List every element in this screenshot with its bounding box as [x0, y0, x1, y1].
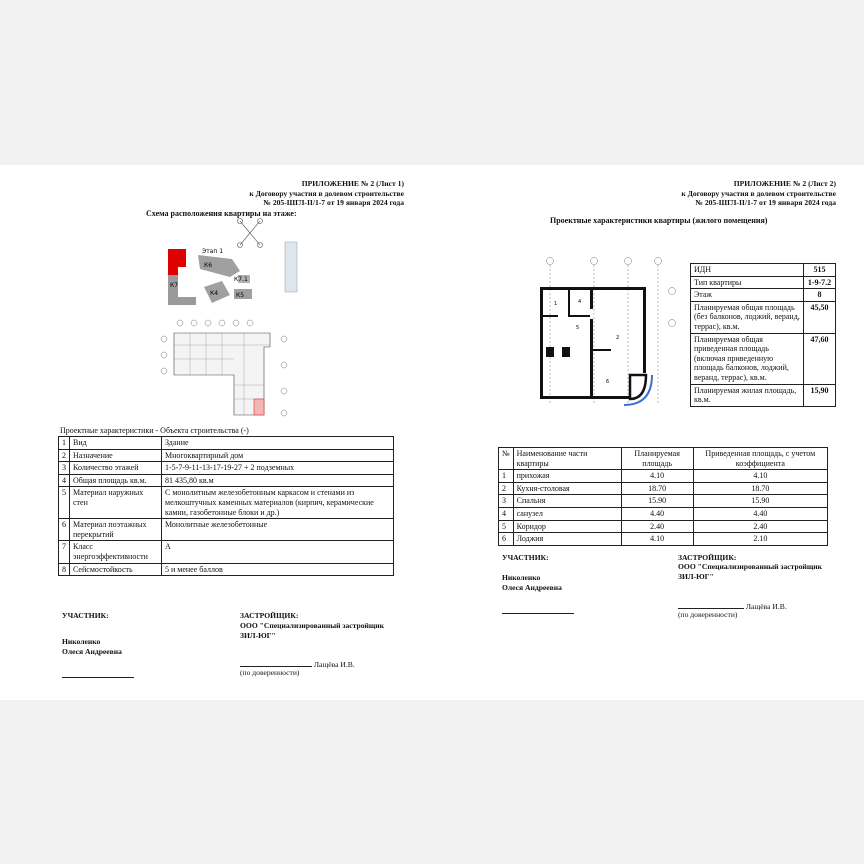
table-row: [59, 449, 394, 462]
row-number: 4: [59, 474, 70, 487]
row-number: 3: [59, 462, 70, 475]
header-line: ПРИЛОЖЕНИЕ № 2 (Лист 2): [733, 179, 836, 188]
col-header-number: №: [499, 448, 514, 470]
participant-surname: Николенко: [502, 573, 541, 582]
row-number: 5: [59, 487, 70, 519]
room-number: 1: [499, 470, 514, 483]
rooms-table: [498, 447, 828, 546]
property-label: ИДН: [691, 264, 804, 277]
table-row: [59, 519, 394, 541]
participant-signature-line: [62, 677, 134, 678]
developer-signature-line: [240, 658, 312, 667]
room-area: 4.40: [621, 507, 693, 520]
participant-surname: Николенко: [62, 637, 101, 646]
signer-name: Лащёва И.В.: [745, 602, 787, 611]
sheet1-header: [249, 179, 404, 208]
row-label: Сейсмостойкость: [70, 563, 162, 576]
sheet-2: [432, 165, 864, 700]
table-row: [59, 487, 394, 519]
col-header-reduced-area: Приведенная площадь, с учетом коэффициента: [693, 448, 827, 470]
property-value: 15,90: [804, 384, 836, 406]
apartment-properties-table: [690, 263, 836, 407]
table-row: [499, 507, 828, 520]
property-label: Планируемая общая площадь (без балконов, лоджий, веранд, террас), кв.м.: [691, 301, 804, 333]
label-k4: К4: [210, 290, 219, 297]
row-value: Многоквартирный дом: [162, 449, 394, 462]
row-label: Материал наружных стен: [70, 487, 162, 519]
header-line: № 205-ШГЛ-II/1-7 от 19 января 2024 года: [263, 198, 404, 207]
row-value: А: [162, 541, 394, 563]
room-number: 4: [499, 507, 514, 520]
property-value: 515: [804, 264, 836, 277]
participant-label: УЧАСТНИК:: [62, 611, 109, 620]
developer-name-line: ООО "Специализированный застройщик: [678, 562, 823, 571]
room-label: 1: [554, 301, 558, 307]
row-number: 2: [59, 449, 70, 462]
table-row: [499, 495, 828, 508]
developer-label: ЗАСТРОЙЩИК:: [678, 553, 737, 562]
label-stage: Этап 1: [202, 248, 224, 255]
label-k6: К6: [204, 262, 213, 269]
label-k71: К7.1: [234, 276, 248, 283]
developer-name-line: ЗИЛ-ЮГ": [240, 630, 276, 640]
room-reduced-area: 2.10: [693, 533, 827, 546]
apartment-highlight: [254, 399, 264, 415]
row-number: 7: [59, 541, 70, 563]
room-labels: [554, 299, 619, 385]
developer-name: [678, 562, 822, 581]
site-scheme: [160, 217, 310, 307]
participant-given-name: Олеся Андреевна: [62, 646, 122, 656]
property-value: 45,50: [804, 301, 836, 333]
neighbor-building: [285, 242, 297, 292]
table-row: [499, 520, 828, 533]
col-header-room-name: Наименование части квартиры: [513, 448, 621, 470]
room-reduced-area: 4.40: [693, 507, 827, 520]
axis-markers: [547, 258, 676, 404]
row-label: Вид: [70, 437, 162, 450]
compass-icon: [238, 219, 263, 248]
room-label: 2: [616, 335, 620, 341]
table-row: [59, 437, 394, 450]
table-title: Проектные характеристики - Объекта строительства (-): [60, 426, 249, 435]
apartment-title: Проектные характеристики квартиры (жилого помещения): [550, 216, 768, 225]
room-area: 18.70: [621, 482, 693, 495]
room-area: 4.10: [621, 470, 693, 483]
header-line: ПРИЛОЖЕНИЕ № 2 (Лист 1): [301, 179, 404, 188]
property-value: 8: [804, 289, 836, 302]
header-line: к Договору участия в долевом строительстве: [249, 188, 404, 198]
room-label: 5: [576, 325, 580, 331]
row-value: Монолитные железобетонные: [162, 519, 394, 541]
table-row: [59, 462, 394, 475]
room-name: Спальня: [513, 495, 621, 508]
table-row: [691, 301, 836, 333]
table-row: [691, 384, 836, 406]
property-label: Планируемая жилая площадь, кв.м.: [691, 384, 804, 406]
sheet2-header: [681, 179, 836, 208]
table-row: [59, 563, 394, 576]
row-value: 1-5-7-9-11-13-17-19-27 + 2 подземных: [162, 462, 394, 475]
row-number: 8: [59, 563, 70, 576]
table-row: [691, 333, 836, 384]
row-value: 81 435,80 кв.м: [162, 474, 394, 487]
room-name: Лоджия: [513, 533, 621, 546]
header-line: к Договору участия в долевом строительстве: [681, 188, 836, 198]
room-label: 4: [578, 299, 582, 305]
developer-name-line: ООО "Специализированный застройщик: [240, 621, 385, 630]
table-row: [59, 474, 394, 487]
table-row: [499, 470, 828, 483]
developer-signature-line: [678, 600, 744, 609]
room-reduced-area: 18.70: [693, 482, 827, 495]
table-row: [691, 276, 836, 289]
room-name: санузел: [513, 507, 621, 520]
participant-signature-line: [502, 613, 574, 614]
room-reduced-area: 2.40: [693, 520, 827, 533]
room-name: Кухня-столовая: [513, 482, 621, 495]
room-reduced-area: 4.10: [693, 470, 827, 483]
room-number: 2: [499, 482, 514, 495]
row-label: Материал поэтажных перекрытий: [70, 519, 162, 541]
property-label: Этаж: [691, 289, 804, 302]
developer-label: ЗАСТРОЙЩИК:: [240, 611, 299, 620]
row-value: 5 и менее баллов: [162, 563, 394, 576]
row-value: С монолитным железобетонным каркасом и стенами из мелкоштучных каменных материалов (кирпич, керамические камни, газобетонные блоки и др.): [162, 487, 394, 519]
room-area: 4.10: [621, 533, 693, 546]
developer-name: [240, 621, 384, 640]
row-value: Здание: [162, 437, 394, 450]
proxy-note: (по доверенности): [240, 668, 300, 677]
participant-label: УЧАСТНИК:: [502, 553, 549, 562]
proxy-note: (по доверенности): [678, 610, 738, 619]
participant-name: [62, 637, 122, 656]
signer-name: Лащёва И.В.: [313, 660, 355, 669]
room-label: 3: [564, 353, 568, 359]
participant-name: [502, 573, 562, 592]
table-row: [691, 289, 836, 302]
label-k7: К7: [170, 282, 179, 289]
room-area: 2.40: [621, 520, 693, 533]
property-value: 47,60: [804, 333, 836, 384]
property-value: 1-9-7.2: [804, 276, 836, 289]
label-k5: К5: [236, 292, 245, 299]
room-name: прихожая: [513, 470, 621, 483]
developer-name-line: ЗИЛ-ЮГ": [678, 571, 714, 581]
floor-plan: [160, 315, 290, 420]
room-number: 5: [499, 520, 514, 533]
row-label: Класс энергоэффективности: [70, 541, 162, 563]
sheet-1: [0, 165, 432, 700]
header-line: № 205-ШГЛ-II/1-7 от 19 января 2024 года: [695, 198, 836, 207]
property-label: Тип квартиры: [691, 276, 804, 289]
row-label: Общая площадь кв.м.: [70, 474, 162, 487]
row-number: 6: [59, 519, 70, 541]
apartment-section-highlight: [168, 249, 186, 275]
row-label: Количество этажей: [70, 462, 162, 475]
section-k7: [168, 275, 196, 305]
scheme-title: Схема расположения квартиры на этаже:: [146, 209, 297, 218]
property-label: Планируемая общая приведенная площадь (включая приведенную площадь балконов, лоджий, веранд, террас), кв.м.: [691, 333, 804, 384]
apartment-plan: [532, 253, 682, 413]
room-area: 15.90: [621, 495, 693, 508]
table-row: [59, 541, 394, 563]
room-number: 6: [499, 533, 514, 546]
col-header-area: Планируемая площадь: [621, 448, 693, 470]
room-reduced-area: 15.90: [693, 495, 827, 508]
row-number: 1: [59, 437, 70, 450]
table-row: [499, 482, 828, 495]
room-label: 6: [606, 379, 610, 385]
object-characteristics-table: [58, 436, 394, 576]
participant-given-name: Олеся Андреевна: [502, 582, 562, 592]
loggia-wall: [630, 375, 646, 399]
row-label: Назначение: [70, 449, 162, 462]
room-name: Коридор: [513, 520, 621, 533]
room-number: 3: [499, 495, 514, 508]
table-row: [691, 264, 836, 277]
table-row: [499, 533, 828, 546]
